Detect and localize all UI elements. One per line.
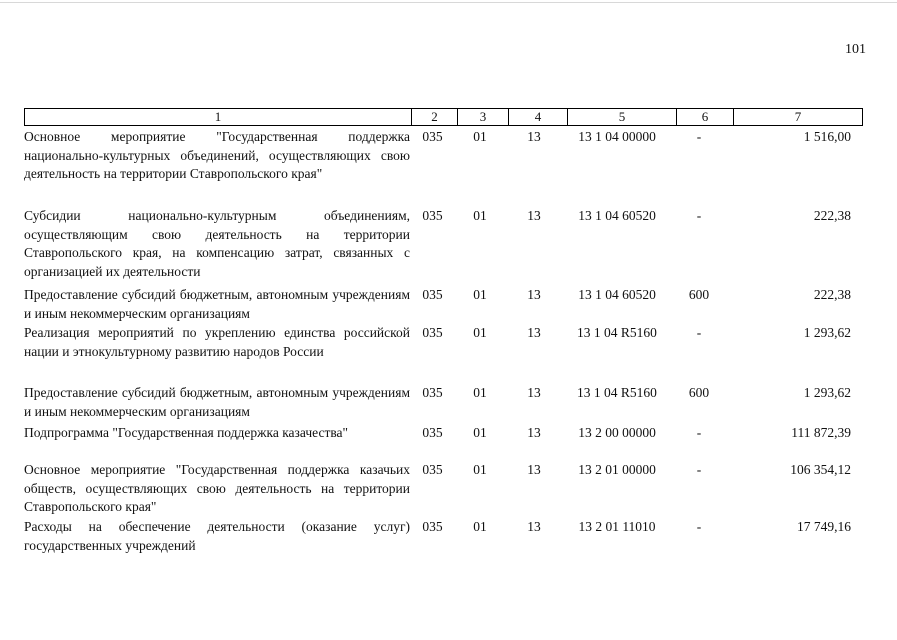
row-section: 01 <box>473 208 487 223</box>
row-name: Реализация мероприятий по укреплению единства российской нации и этнокультурному развитию народов России <box>24 325 410 359</box>
row-amount: 222,38 <box>813 287 851 302</box>
row-expense-type: - <box>696 129 702 144</box>
row-expense-type: - <box>696 208 702 223</box>
row-target-article: 13 2 01 00000 <box>578 462 656 477</box>
row-subsection: 13 <box>527 519 541 534</box>
row-amount: 106 354,12 <box>790 462 851 477</box>
row-name: Предоставление субсидий бюджетным, автономным учреждениям и иным некоммерческим организациям <box>24 385 410 419</box>
header-col-6: 6 <box>677 109 734 125</box>
row-subsection: 13 <box>527 287 541 302</box>
header-col-4: 4 <box>509 109 568 125</box>
row-subsection: 13 <box>527 462 541 477</box>
row-amount: 17 749,16 <box>797 519 851 534</box>
row-name: Основное мероприятие "Государственная поддержка национально-культурных объединений, осуществляющих свою деятельность на территории Ставропольского края" <box>24 129 410 181</box>
row-code-ministry: 035 <box>422 385 443 400</box>
row-amount: 1 293,62 <box>803 385 851 400</box>
row-section: 01 <box>473 385 487 400</box>
page-number: 101 <box>845 42 866 57</box>
row-target-article: 13 1 04 00000 <box>578 129 656 144</box>
row-target-article: 13 2 01 11010 <box>578 519 656 534</box>
row-amount: 222,38 <box>813 208 851 223</box>
row-expense-type: - <box>696 519 702 534</box>
row-expense-type: - <box>696 325 702 340</box>
row-section: 01 <box>473 287 487 302</box>
row-code-ministry: 035 <box>422 519 443 534</box>
row-section: 01 <box>473 425 487 440</box>
row-target-article: 13 1 04 R5160 <box>577 325 657 340</box>
row-code-ministry: 035 <box>422 325 443 340</box>
row-amount: 1 293,62 <box>803 325 851 340</box>
row-target-article: 13 1 04 60520 <box>578 208 656 223</box>
header-col-2: 2 <box>412 109 458 125</box>
row-subsection: 13 <box>527 208 541 223</box>
row-code-ministry: 035 <box>422 129 443 144</box>
header-col-1: 1 <box>25 109 412 125</box>
row-section: 01 <box>473 325 487 340</box>
row-code-ministry: 035 <box>422 425 443 440</box>
row-subsection: 13 <box>527 425 541 440</box>
row-code-ministry: 035 <box>422 208 443 223</box>
row-target-article: 13 1 04 60520 <box>578 287 656 302</box>
scan-edge-line <box>0 2 897 3</box>
row-amount: 111 872,39 <box>791 425 851 440</box>
row-subsection: 13 <box>527 325 541 340</box>
row-subsection: 13 <box>527 385 541 400</box>
row-code-ministry: 035 <box>422 462 443 477</box>
header-col-7: 7 <box>794 109 802 124</box>
row-subsection: 13 <box>527 129 541 144</box>
table-header <box>24 108 863 126</box>
row-target-article: 13 1 04 R5160 <box>577 385 657 400</box>
row-name: Субсидии национально-культурным объединениям, осуществляющим свою деятельность на территории Ставропольского края, на компенсацию затрат, связанных с организацией их деятельности <box>24 208 410 279</box>
row-section: 01 <box>473 129 487 144</box>
row-name: Подпрограмма "Государственная поддержка казачества" <box>24 425 349 440</box>
row-name: Расходы на обеспечение деятельности (оказание услуг) государственных учреждений <box>24 519 410 553</box>
row-expense-type: - <box>696 462 702 477</box>
row-name: Предоставление субсидий бюджетным, автономным учреждениям и иным некоммерческим организациям <box>24 287 410 321</box>
row-code-ministry: 035 <box>422 287 443 302</box>
row-expense-type: 600 <box>688 287 710 302</box>
row-amount: 1 516,00 <box>803 129 851 144</box>
row-expense-type: - <box>696 425 702 440</box>
header-col-3: 3 <box>458 109 509 125</box>
row-section: 01 <box>473 462 487 477</box>
header-col-5: 5 <box>568 109 677 125</box>
row-section: 01 <box>473 519 487 534</box>
row-target-article: 13 2 00 00000 <box>578 425 656 440</box>
row-expense-type: 600 <box>688 385 710 400</box>
row-name: Основное мероприятие "Государственная поддержка казачьих обществ, осуществляющих свою деятельность на территории Ставропольского края" <box>24 462 410 514</box>
